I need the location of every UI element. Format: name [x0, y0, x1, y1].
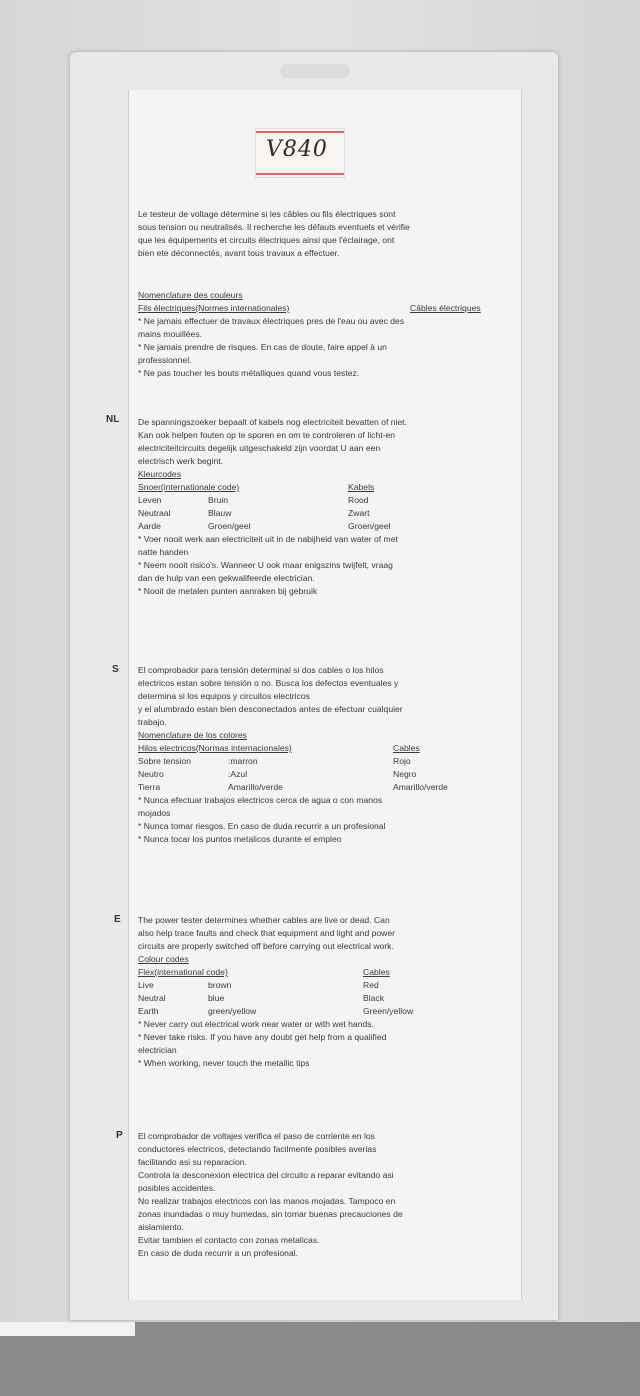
bottom-edge — [0, 1322, 135, 1336]
text-line: * When working, never touch the metallic tips — [138, 1058, 310, 1068]
text-line: zonas inundadas o muy humedas, sin tomar buenas precauciones de — [138, 1209, 403, 1219]
cell: Bruin — [208, 495, 229, 505]
text-line: trabajo. — [138, 717, 167, 727]
section-title: Nomenclature de los colores — [138, 730, 247, 740]
cell: Red — [363, 980, 379, 990]
cell: :marron — [228, 756, 258, 766]
column-headers — [138, 966, 514, 979]
text-line: * Ne pas toucher les bouts métalliques quand vous testez. — [138, 368, 360, 378]
lang-label-s: S — [112, 664, 119, 675]
col-left: Hilos electricos(Normas internacionales) — [138, 743, 292, 753]
table-row — [138, 755, 514, 768]
text-line: conductores electricos, detectando facilmente posibles averias — [138, 1144, 377, 1154]
cell: Neutro — [138, 769, 164, 779]
text-line: facilitando asi su reparacion. — [138, 1157, 247, 1167]
table-row — [138, 768, 514, 781]
cell: Live — [138, 980, 154, 990]
cell: blue — [208, 993, 225, 1003]
cell: Earth — [138, 1006, 159, 1016]
cell: Sobre tension — [138, 756, 192, 766]
text-line: dan de hulp van een gekwalifeerde electrician. — [138, 573, 315, 583]
section-title: Nomenclature des couleurs — [138, 290, 243, 300]
text-line: determina si los equipos y circuitos electricos — [138, 691, 310, 701]
col-left: Flex(international code) — [138, 967, 228, 977]
cell: Tierra — [138, 782, 161, 792]
cell: green/yellow — [208, 1006, 257, 1016]
text-line: aislamiento. — [138, 1222, 184, 1232]
text-line: Controla la desconexion electrica del circuito a reparar evitando asi — [138, 1170, 394, 1180]
text-line: y el alumbrado estan bien desconectados antes de efectuar cualquier — [138, 704, 403, 714]
text-line: * Ne jamais prendre de risques. En cas de doute, faire appel à un — [138, 342, 387, 352]
section-title: Colour codes — [138, 954, 189, 964]
price-sticker — [255, 128, 345, 178]
cell: Green/yellow — [363, 1006, 414, 1016]
text-line: * Voer nooit werk aan electriciteit uit in de nabijheid van water of met — [138, 534, 398, 544]
section-title: Kleurcodes — [138, 469, 181, 479]
table-row — [138, 781, 514, 794]
fr-intro — [138, 208, 514, 260]
cell: :Azul — [228, 769, 248, 779]
cell: Amarillo/verde — [228, 782, 283, 792]
e-section — [138, 914, 514, 1070]
sticker-code: V840 — [266, 137, 328, 162]
table-row — [138, 507, 514, 520]
text-line: * Nunca tocar los puntos metalicos durante el empleo — [138, 834, 342, 844]
text-line: bien ete déconnectés, avant tous travaux a effectuer. — [138, 248, 340, 258]
text-line: The power tester determines whether cables are live or dead. Can — [138, 915, 390, 925]
lang-label-p: P — [116, 1130, 123, 1141]
text-line: * Neem nooit risico's. Wanneer U ook maar enigszins twijfelt, vraag — [138, 560, 393, 570]
text-line: posibles accidentes. — [138, 1183, 216, 1193]
text-line: Kan ook helpen fouten op te sporen en om te controleren of licht-en — [138, 430, 396, 440]
text-line: Evitar tambien el contacto con zonas metalicas. — [138, 1235, 320, 1245]
lang-label-e: E — [114, 914, 121, 925]
text-line: electrisch werk begint. — [138, 456, 224, 466]
text-line: De spanningszoeker bepaalt of kabels nog electriciteit bevatten of niet. — [138, 417, 407, 427]
nl-section — [138, 416, 514, 598]
cell: Groen/geel — [208, 521, 251, 531]
cell: Groen/geel — [348, 521, 391, 531]
s-section — [138, 664, 514, 846]
fr-colours — [138, 289, 514, 380]
column-headers — [138, 302, 514, 315]
text-line: * Nunca tomar riesgos. En caso de duda recurrir a un profesional — [138, 821, 386, 831]
text-line: * Ne jamais effectuer de travaux électriques pres de l'eau ou avec des — [138, 316, 405, 326]
cell: Zwart — [348, 508, 370, 518]
text-line: mojados — [138, 808, 171, 818]
text-line: El comprobador para tensión determinal si dos cables o los hilos — [138, 665, 384, 675]
col-right: Cables — [393, 743, 420, 753]
text-line: Le testeur de voltage détermine si les câbles ou fils électriques sont — [138, 209, 396, 219]
cell: Aarde — [138, 521, 161, 531]
table-row — [138, 520, 514, 533]
cell: Rood — [348, 495, 369, 505]
text-line: sous tension ou neutralisés. Il recherche les défauts eventuels et vérifie — [138, 222, 410, 232]
text-line: also help trace faults and check that equipment and light and power — [138, 928, 396, 938]
cell: Leven — [138, 495, 162, 505]
cell: Amarillo/verde — [393, 782, 448, 792]
col-left: Snoer(internationale code) — [138, 482, 240, 492]
column-headers — [138, 742, 514, 755]
text-line: En caso de duda recurrir a un profesional. — [138, 1248, 299, 1258]
cell: Neutraal — [138, 508, 171, 518]
text-line: electrician — [138, 1045, 177, 1055]
col-right: Kabels — [348, 482, 375, 492]
p-section — [138, 1130, 514, 1260]
text-line: * Never take risks. If you have any doubt get help from a qualified — [138, 1032, 387, 1042]
text-line: * Nooit de metalen punten aanraken bij gebruik — [138, 586, 318, 596]
text-line: mains mouillées. — [138, 329, 202, 339]
table-row — [138, 1005, 514, 1018]
text-line: professionnel. — [138, 355, 192, 365]
text-line: circuits are properly switched off before carrying out electrical work. — [138, 941, 394, 951]
col-right: Câbles électriques — [410, 303, 481, 313]
cell: Blauw — [208, 508, 232, 518]
text-line: electricos estan sobre tensión o no. Busca los defectos eventuales y — [138, 678, 399, 688]
col-left: Fils électriques(Normes internationales) — [138, 303, 290, 313]
cell: brown — [208, 980, 232, 990]
sticker-rule — [256, 173, 344, 175]
column-headers — [138, 481, 514, 494]
text-line: El comprobador de voltajes verifica el paso de corriente en los — [138, 1131, 375, 1141]
lang-label-nl: NL — [106, 414, 120, 425]
sticker-rule — [256, 131, 344, 133]
cell: Rojo — [393, 756, 411, 766]
text-line: * Nunca efectuar trabajos electricos cerca de agua o con manos — [138, 795, 383, 805]
text-line: electriciteitcircuits degelijk uitgeschakeld zijn voordat U aan een — [138, 443, 381, 453]
hang-hole — [280, 64, 350, 78]
text-line: natte handen — [138, 547, 189, 557]
text-line: No realizar trabajos electricos con las manos mojadas. Tampoco en — [138, 1196, 396, 1206]
col-right: Cables — [363, 967, 390, 977]
table-row — [138, 992, 514, 1005]
cell: Negro — [393, 769, 417, 779]
text-line: * Never carry out electrical work near water or with wet hands. — [138, 1019, 374, 1029]
cell: Neutral — [138, 993, 166, 1003]
cell: Black — [363, 993, 385, 1003]
table-row — [138, 979, 514, 992]
text-line: que les équipements et circuits électriques ainsi que l'éclairage, ont — [138, 235, 395, 245]
table-row — [138, 494, 514, 507]
